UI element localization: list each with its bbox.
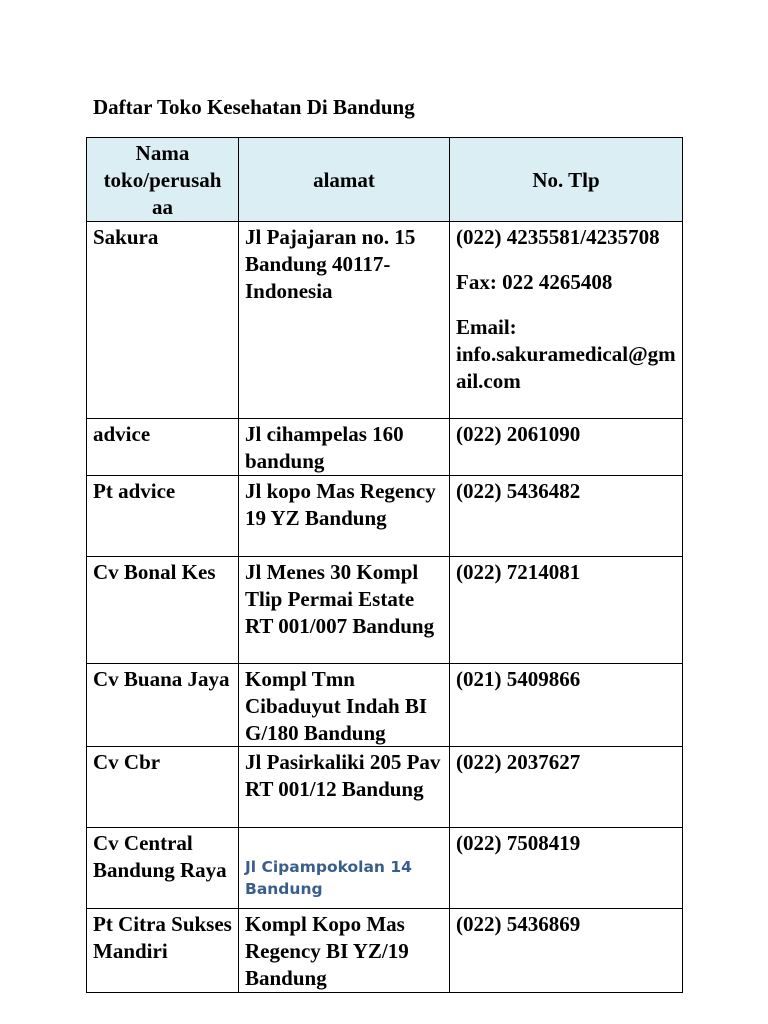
store-phone: (022) 5436482 [450, 475, 683, 556]
store-address: Jl Pajajaran no. 15 Bandung 40117-Indonesia [239, 222, 450, 419]
store-name: advice [87, 419, 239, 476]
store-phone: (022) 2061090 [450, 419, 683, 476]
store-address: Kompl Kopo Mas Regency BI YZ/19 Bandung [239, 909, 450, 992]
store-phone-cell [450, 222, 683, 419]
store-phone: (022) 7214081 [450, 556, 683, 663]
table-row [87, 909, 683, 992]
table-row [87, 828, 683, 909]
store-address: Jl kopo Mas Regency 19 YZ Bandung [239, 475, 450, 556]
store-email-label: Email: [456, 314, 517, 339]
store-email: info.sakuramedical@gmail.com [456, 341, 676, 393]
store-name: Cv Bonal Kes [87, 556, 239, 663]
store-table [86, 137, 683, 993]
store-fax: Fax: 022 4265408 [456, 270, 613, 295]
store-name: Pt advice [87, 475, 239, 556]
header-name: Nama toko/perusah aa [87, 138, 239, 222]
table-row [87, 556, 683, 663]
store-phone: (022) 2037627 [450, 747, 683, 828]
store-phone: (022) 5436869 [450, 909, 683, 992]
document-title: Daftar Toko Kesehatan Di Bandung [93, 95, 415, 119]
store-address: Jl Menes 30 Kompl Tlip Permai Estate RT 001/007 Bandung [239, 556, 450, 663]
store-name: Cv Buana Jaya [87, 663, 239, 746]
store-address: Jl Cipampokolan 14 Bandung [245, 858, 412, 899]
table-row [87, 222, 683, 419]
store-phone: (022) 4235581/4235708 [456, 225, 660, 250]
store-name: Pt Citra Sukses Mandiri [87, 909, 239, 992]
table-row [87, 475, 683, 556]
store-address: Kompl Tmn Cibaduyut Indah BI G/180 Bandung [239, 663, 450, 746]
store-name: Sakura [87, 222, 239, 419]
store-phone: (021) 5409866 [450, 663, 683, 746]
store-address-cell [239, 828, 450, 909]
table-row [87, 419, 683, 476]
table-row [87, 663, 683, 746]
store-name: Cv Cbr [87, 747, 239, 828]
table-row [87, 747, 683, 828]
header-address: alamat [239, 138, 450, 222]
store-address: Jl cihampelas 160 bandung [239, 419, 450, 476]
store-phone: (022) 7508419 [450, 828, 683, 909]
table-header-row [87, 138, 683, 222]
store-address: Jl Pasirkaliki 205 Pav RT 001/12 Bandung [239, 747, 450, 828]
store-name: Cv Central Bandung Raya [87, 828, 239, 909]
header-phone: No. Tlp [450, 138, 683, 222]
